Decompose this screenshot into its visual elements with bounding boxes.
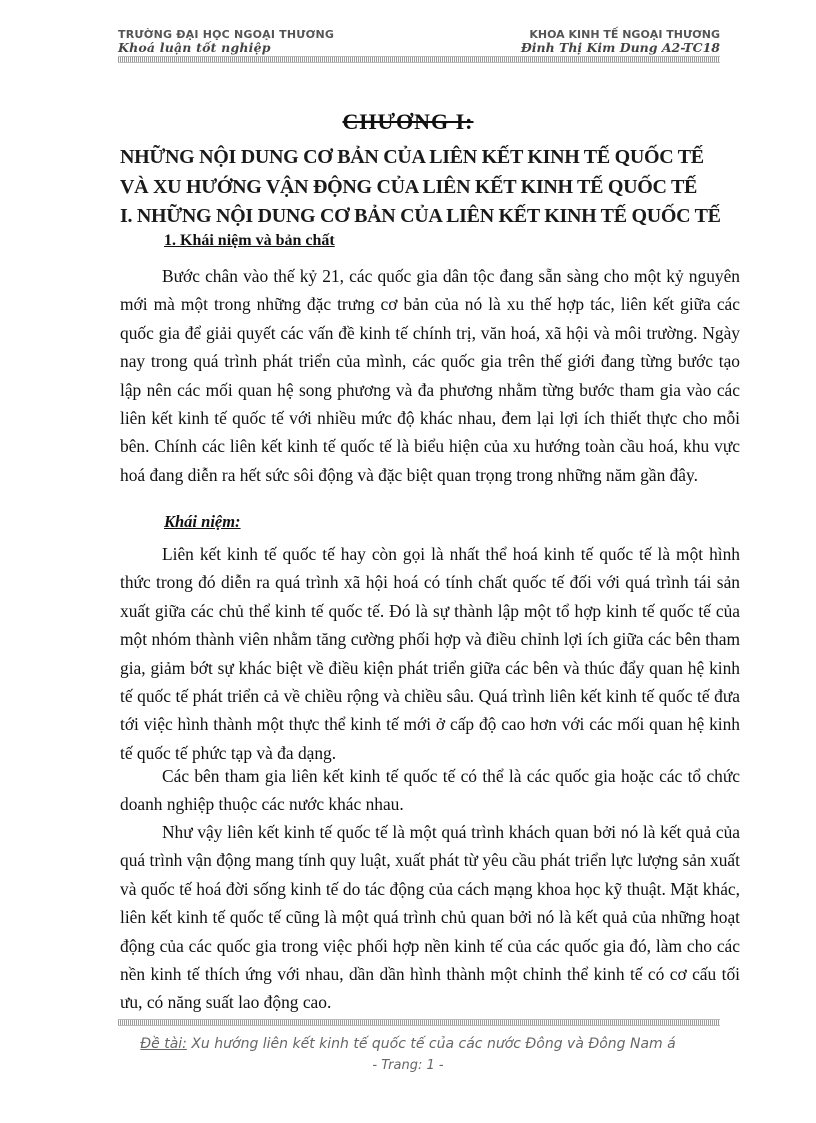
header-rule <box>118 56 720 63</box>
subsection-heading: 1. Khái niệm và bản chất <box>164 232 335 249</box>
header-author: Đinh Thị Kim Dung A2-TC18 <box>520 40 720 55</box>
body-paragraph-2 <box>120 540 740 767</box>
footer-rule <box>118 1019 720 1026</box>
body-paragraph-3 <box>120 762 740 819</box>
footer-topic: Xu hướng liên kết kinh tế quốc tế của các nước Đông và Đông Nam á <box>186 1036 676 1052</box>
page-footer <box>0 1036 816 1052</box>
paragraph-text: Bước chân vào thế kỷ 21, các quốc gia dân tộc đang sẵn sàng cho một kỷ nguyên mới mà một trong những đặc trưng cơ bản của nó là xu thế hợp tác, liên kết giữa các quốc gia để giải quyết các vấn đề kinh tế chính trị, văn hoá, xã hội và môi trường. Ngày nay trong quá trình phát triển của mình, các quốc gia trên thế giới đang từng bước tạo lập nên các mối quan hệ song phương và đa phương nhằm từng bước tham gia vào các liên kết kinh tế quốc tế với nhiều mức độ khác nhau, đem lại lợi ích thiết thực cho mỗi bên. Chính các liên kết kinh tế quốc tế là biểu hiện của xu hướng toàn cầu hoá, khu vực hoá đang diễn ra hết sức sôi động và đặc biệt quan trọng trong những năm gần đây. <box>120 266 740 485</box>
chapter-title-line2: VÀ XU HƯỚNG VẬN ĐỘNG CỦA LIÊN KẾT KINH TẾ QUỐC TẾ <box>120 176 698 198</box>
section-title: I. NHỮNG NỘI DUNG CƠ BẢN CỦA LIÊN KẾT KINH TẾ QUỐC TẾ <box>120 205 721 227</box>
header-faculty: KHOA KINH TẾ NGOẠI THƯƠNG <box>529 28 720 41</box>
paragraph-text: Liên kết kinh tế quốc tế hay còn gọi là nhất thể hoá kinh tế quốc tế là một hình thức trong đó diễn ra quá trình xã hội hoá có tính chất quốc tế đối với quá trình tái sản xuất giữa các chủ thể kinh tế quốc tế. Đó là sự thành lập một tổ hợp kinh tế quốc tế của một nhóm thành viên nhằm tăng cường phối hợp và điều chỉnh lợi ích giữa các bên tham gia, giảm bớt sự khác biệt về điều kiện phát triển giữa các bên và thúc đẩy quan hệ kinh tế quốc tế phát triển cả về chiều rộng và chiều sâu. Quá trình liên kết kinh tế quốc tế đưa tới việc hình thành một thực thể kinh tế mới ở cấp độ cao hơn với các mối quan hệ kinh tế quốc tế phức tạp và đa dạng. <box>120 544 740 763</box>
body-paragraph-1 <box>120 262 740 489</box>
paragraph-text: Như vậy liên kết kinh tế quốc tế là một quá trình khách quan bởi nó là kết quả của quá trình vận động mang tính quy luật, xuất phát từ yêu cầu phát triển lực lượng sản xuất và quốc tế hoá đời sống kinh tế do tác động của cách mạng khoa học kỹ thuật. Mặt khác, liên kết kinh tế quốc tế cũng là một quá trình chủ quan bởi nó là kết quả của những hoạt động của các quốc gia trong việc phối hợp nền kinh tế của các quốc gia đó, làm cho các nền kinh tế thích ứng với nhau, dần dần hình thành một chỉnh thể kinh tế có cơ cấu tối ưu, có năng suất lao động cao. <box>120 822 740 1013</box>
header-university: TRƯỜNG ĐẠI HỌC NGOẠI THƯƠNG <box>118 28 335 41</box>
body-paragraph-4 <box>120 818 740 1017</box>
paragraph-text: Các bên tham gia liên kết kinh tế quốc tế có thể là các quốc gia hoặc các tổ chức doanh nghiệp thuộc các nước khác nhau. <box>120 766 740 815</box>
chapter-heading: CHƯƠNG I: <box>342 109 474 134</box>
footer-label: Đề tài: <box>140 1036 187 1052</box>
chapter-title-line1: NHỮNG NỘI DUNG CƠ BẢN CỦA LIÊN KẾT KINH TẾ QUỐC TẾ <box>120 146 704 168</box>
header-thesis-type: Khoá luận tốt nghiệp <box>118 40 271 55</box>
definition-heading: Khái niệm: <box>164 512 241 531</box>
page-number: - Trang: 1 - <box>372 1058 444 1073</box>
